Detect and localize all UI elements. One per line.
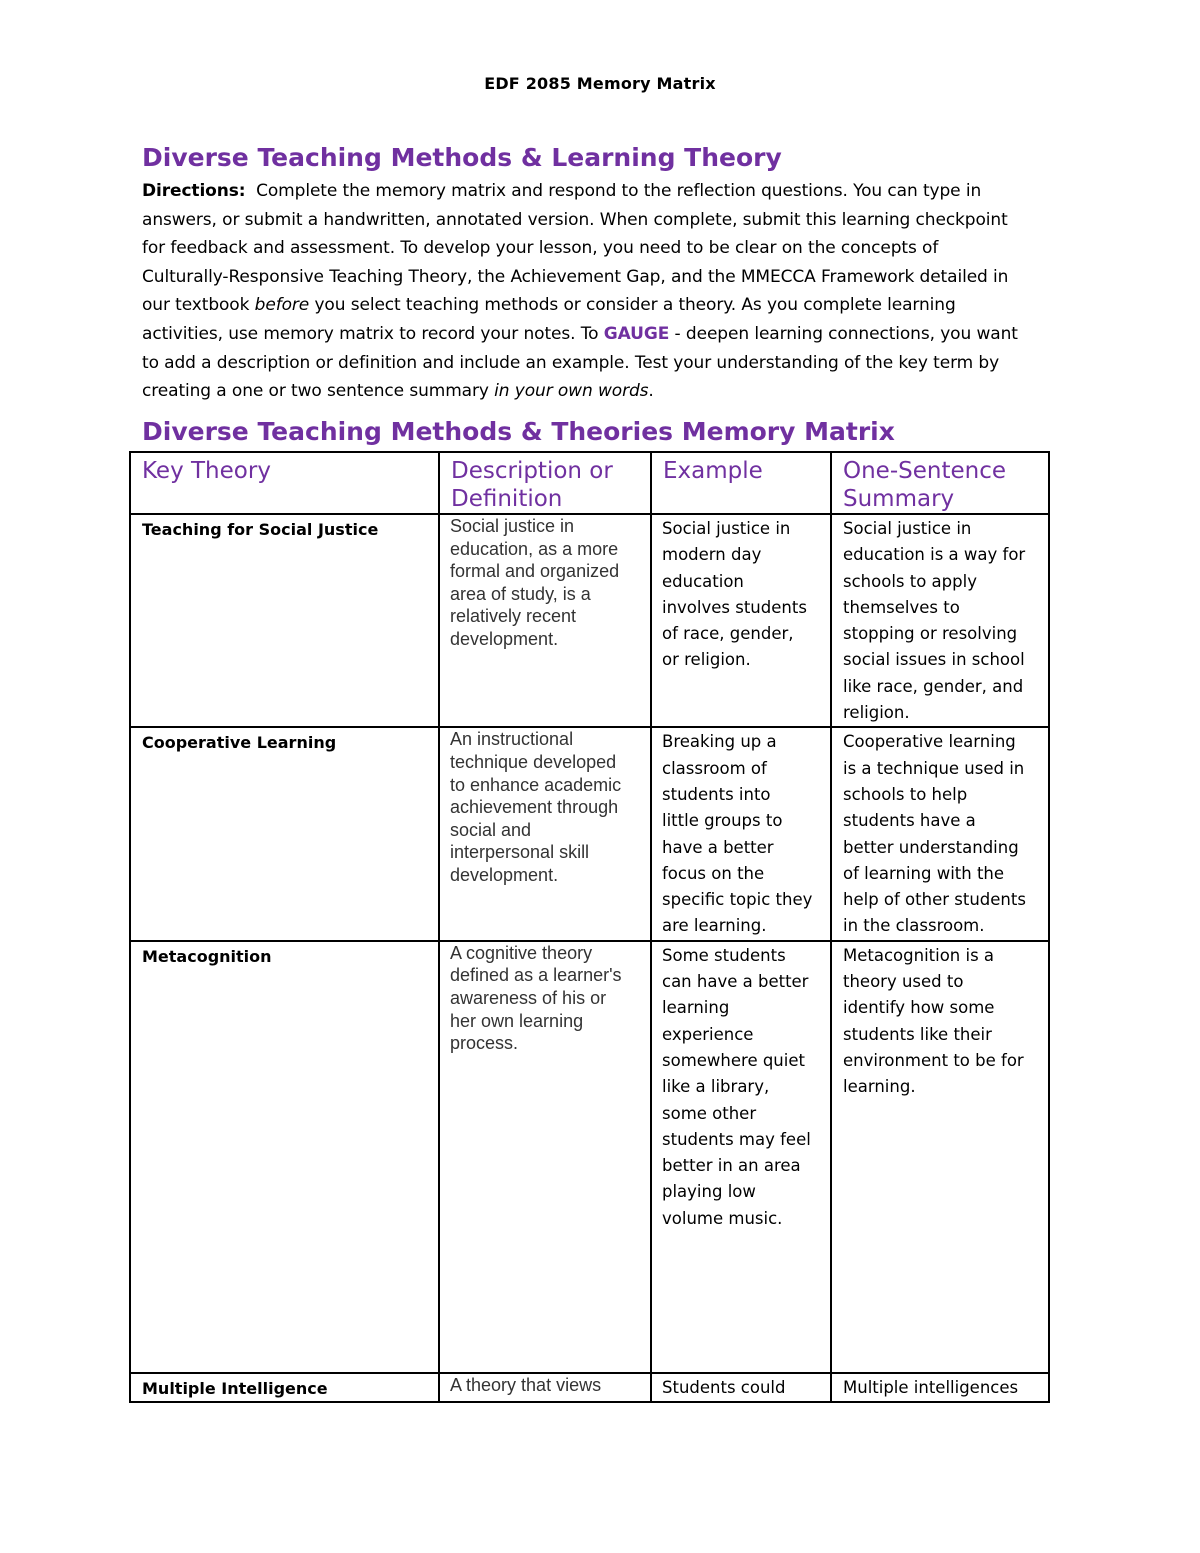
cell-text-line: or religion. [662, 650, 751, 670]
cell-text-line: awareness of his or [450, 987, 607, 1008]
cell-text-line: better understanding [843, 837, 1019, 857]
column-header [130, 452, 439, 514]
column-header [439, 452, 651, 514]
directions-text: creating a one or two sentence summary [142, 381, 495, 402]
cell-text-line: specific topic they [662, 890, 813, 910]
cell-text-line: Cooperative learning [843, 732, 1016, 752]
cell-text-line: little groups to [662, 811, 783, 831]
cell-text-line: of race, gender, [662, 624, 794, 644]
table-row [130, 514, 1049, 727]
header-line: Definition [451, 486, 563, 512]
summary-cell [831, 941, 1049, 1373]
cell-text-line: Social justice in [450, 516, 575, 536]
cell-text-line: classroom of [662, 758, 767, 778]
page-title: Diverse Teaching Methods & Learning Theory [142, 143, 782, 172]
cell-text-line: students may feel [662, 1129, 811, 1149]
directions-line [142, 377, 1062, 406]
cell-text-line: area of study, is a [450, 583, 591, 604]
cell-text-line: Social justice in [662, 519, 791, 538]
cell-text-line: are learning. [662, 916, 767, 936]
cell-text-line: formal and organized [450, 561, 620, 582]
cell-text-line: playing low [662, 1182, 756, 1202]
description-cell [439, 1373, 651, 1402]
key-theory-cell: Multiple Intelligence [130, 1373, 439, 1402]
cell-text-line: like race, gender, and [843, 676, 1024, 696]
directions-text: our textbook [142, 295, 255, 316]
directions-line [142, 177, 1062, 206]
cell-text-line: is a technique used in [843, 758, 1025, 778]
cell-text-line: Social justice in [843, 519, 972, 538]
cell-text-line: education, as a more [450, 538, 619, 559]
summary-cell [831, 514, 1049, 727]
cell-text-line: focus on the [662, 863, 765, 883]
cell-text-line: students like their [843, 1024, 992, 1044]
example-cell [651, 514, 831, 727]
table-row [130, 1373, 1049, 1402]
cell-text-line: Some students [662, 945, 786, 965]
directions-emphasis: before [254, 295, 310, 316]
cell-text-line: students into [662, 784, 771, 804]
cell-text-line: can have a better [662, 972, 809, 992]
cell-text-line: schools to apply [843, 571, 977, 591]
cell-text-line: students have a [843, 811, 976, 831]
cell-text-line: education is a way for [843, 545, 1026, 565]
summary-cell [831, 1373, 1049, 1402]
cell-text-line: Breaking up a [662, 732, 777, 752]
summary-cell [831, 727, 1049, 940]
table-row [130, 941, 1049, 1373]
cell-text-line: social issues in school [843, 650, 1025, 670]
directions-line: to add a description or definition and include an example. Test your understanding of the key term by [142, 352, 1000, 373]
key-theory-cell: Teaching for Social Justice [130, 514, 439, 727]
cell-text-line: experience [662, 1024, 754, 1044]
directions-text: Complete the memory matrix and respond to the reflection questions. You can type in [256, 181, 982, 201]
header-line: Key Theory [142, 458, 271, 484]
cell-text-line: An instructional [450, 729, 574, 750]
matrix-title: Diverse Teaching Methods & Theories Memory Matrix [142, 417, 895, 446]
cell-text-line: development. [450, 628, 559, 649]
key-theory-cell: Metacognition [130, 941, 439, 1373]
cell-text-line: her own learning [450, 1010, 584, 1031]
cell-text-line: Multiple intelligences [843, 1377, 1019, 1397]
cell-text-line: process. [450, 1033, 519, 1054]
directions-line: answers, or submit a handwritten, annotated version. When complete, submit this learning checkpoint [142, 209, 1008, 230]
cell-text-line: somewhere quiet [662, 1050, 805, 1070]
cell-text-line: development. [450, 864, 559, 885]
cell-text-line: to enhance academic [450, 774, 622, 795]
cell-text-line: social and [450, 819, 532, 840]
header-line: One-Sentence [843, 458, 1006, 484]
example-cell [651, 727, 831, 940]
cell-text-line: environment to be for [843, 1050, 1024, 1070]
example-cell [651, 941, 831, 1373]
header-line: Summary [843, 486, 955, 512]
cell-text-line: of learning with the [843, 863, 1005, 883]
description-cell [439, 514, 651, 727]
cell-text-line: better in an area [662, 1156, 801, 1176]
cell-text-line: defined as a learner's [450, 965, 622, 986]
directions-line: for feedback and assessment. To develop your lesson, you need to be clear on the concepts of [142, 238, 939, 259]
cell-text-line: some other [662, 1103, 757, 1123]
gauge-acronym: GAUGE [603, 323, 670, 344]
cell-text-line: education [662, 571, 744, 591]
cell-text-line: like a library, [662, 1077, 770, 1097]
page-header: EDF 2085 Memory Matrix [484, 74, 716, 93]
header-line: Example [663, 458, 763, 484]
description-cell [439, 941, 651, 1373]
cell-text-line: volume music. [662, 1208, 783, 1228]
directions-label: Directions: [142, 181, 246, 201]
description-cell [439, 727, 651, 940]
cell-text-line: A theory that views [450, 1374, 602, 1395]
cell-text-line: A cognitive theory [450, 942, 593, 963]
directions-paragraph [142, 177, 1062, 406]
table-row [130, 727, 1049, 940]
table-header-row [130, 452, 1049, 514]
example-cell [651, 1373, 831, 1402]
cell-text-line: identify how some [843, 998, 995, 1018]
directions-line [142, 291, 1062, 320]
cell-text-line: have a better [662, 837, 774, 857]
cell-text-line: religion. [843, 703, 910, 723]
cell-text-line: Metacognition is a [843, 945, 995, 965]
directions-text: . [648, 381, 654, 402]
cell-text-line: technique developed [450, 751, 617, 772]
cell-text-line: involves students [662, 597, 807, 617]
key-theory-cell: Cooperative Learning [130, 727, 439, 940]
column-header [651, 452, 831, 514]
directions-emphasis: in your own words [494, 381, 649, 402]
cell-text-line: modern day [662, 545, 762, 565]
directions-line: Culturally-Responsive Teaching Theory, the Achievement Gap, and the MMECCA Framework detailed in [142, 266, 1009, 287]
cell-text-line: schools to help [843, 784, 968, 804]
cell-text-line: in the classroom. [843, 916, 985, 936]
header-line: Description or [451, 458, 613, 484]
cell-text-line: themselves to [843, 597, 960, 617]
cell-text-line: theory used to [843, 972, 964, 992]
directions-line [142, 320, 1062, 349]
directions-text: activities, use memory matrix to record your notes. To [142, 323, 604, 344]
cell-text-line: interpersonal skill [450, 842, 590, 863]
column-header [831, 452, 1049, 514]
cell-text-line: relatively recent [450, 606, 577, 627]
memory-matrix-table [129, 451, 1050, 1403]
cell-text-line: achievement through [450, 797, 619, 818]
cell-text-line: help of other students [843, 890, 1026, 910]
directions-text: - deepen learning connections, you want [669, 323, 1018, 344]
cell-text-line: Students could [662, 1377, 786, 1397]
cell-text-line: learning [662, 998, 730, 1018]
directions-text: you select teaching methods or consider a theory. As you complete learning [309, 295, 956, 316]
cell-text-line: learning. [843, 1077, 916, 1097]
cell-text-line: stopping or resolving [843, 624, 1018, 644]
